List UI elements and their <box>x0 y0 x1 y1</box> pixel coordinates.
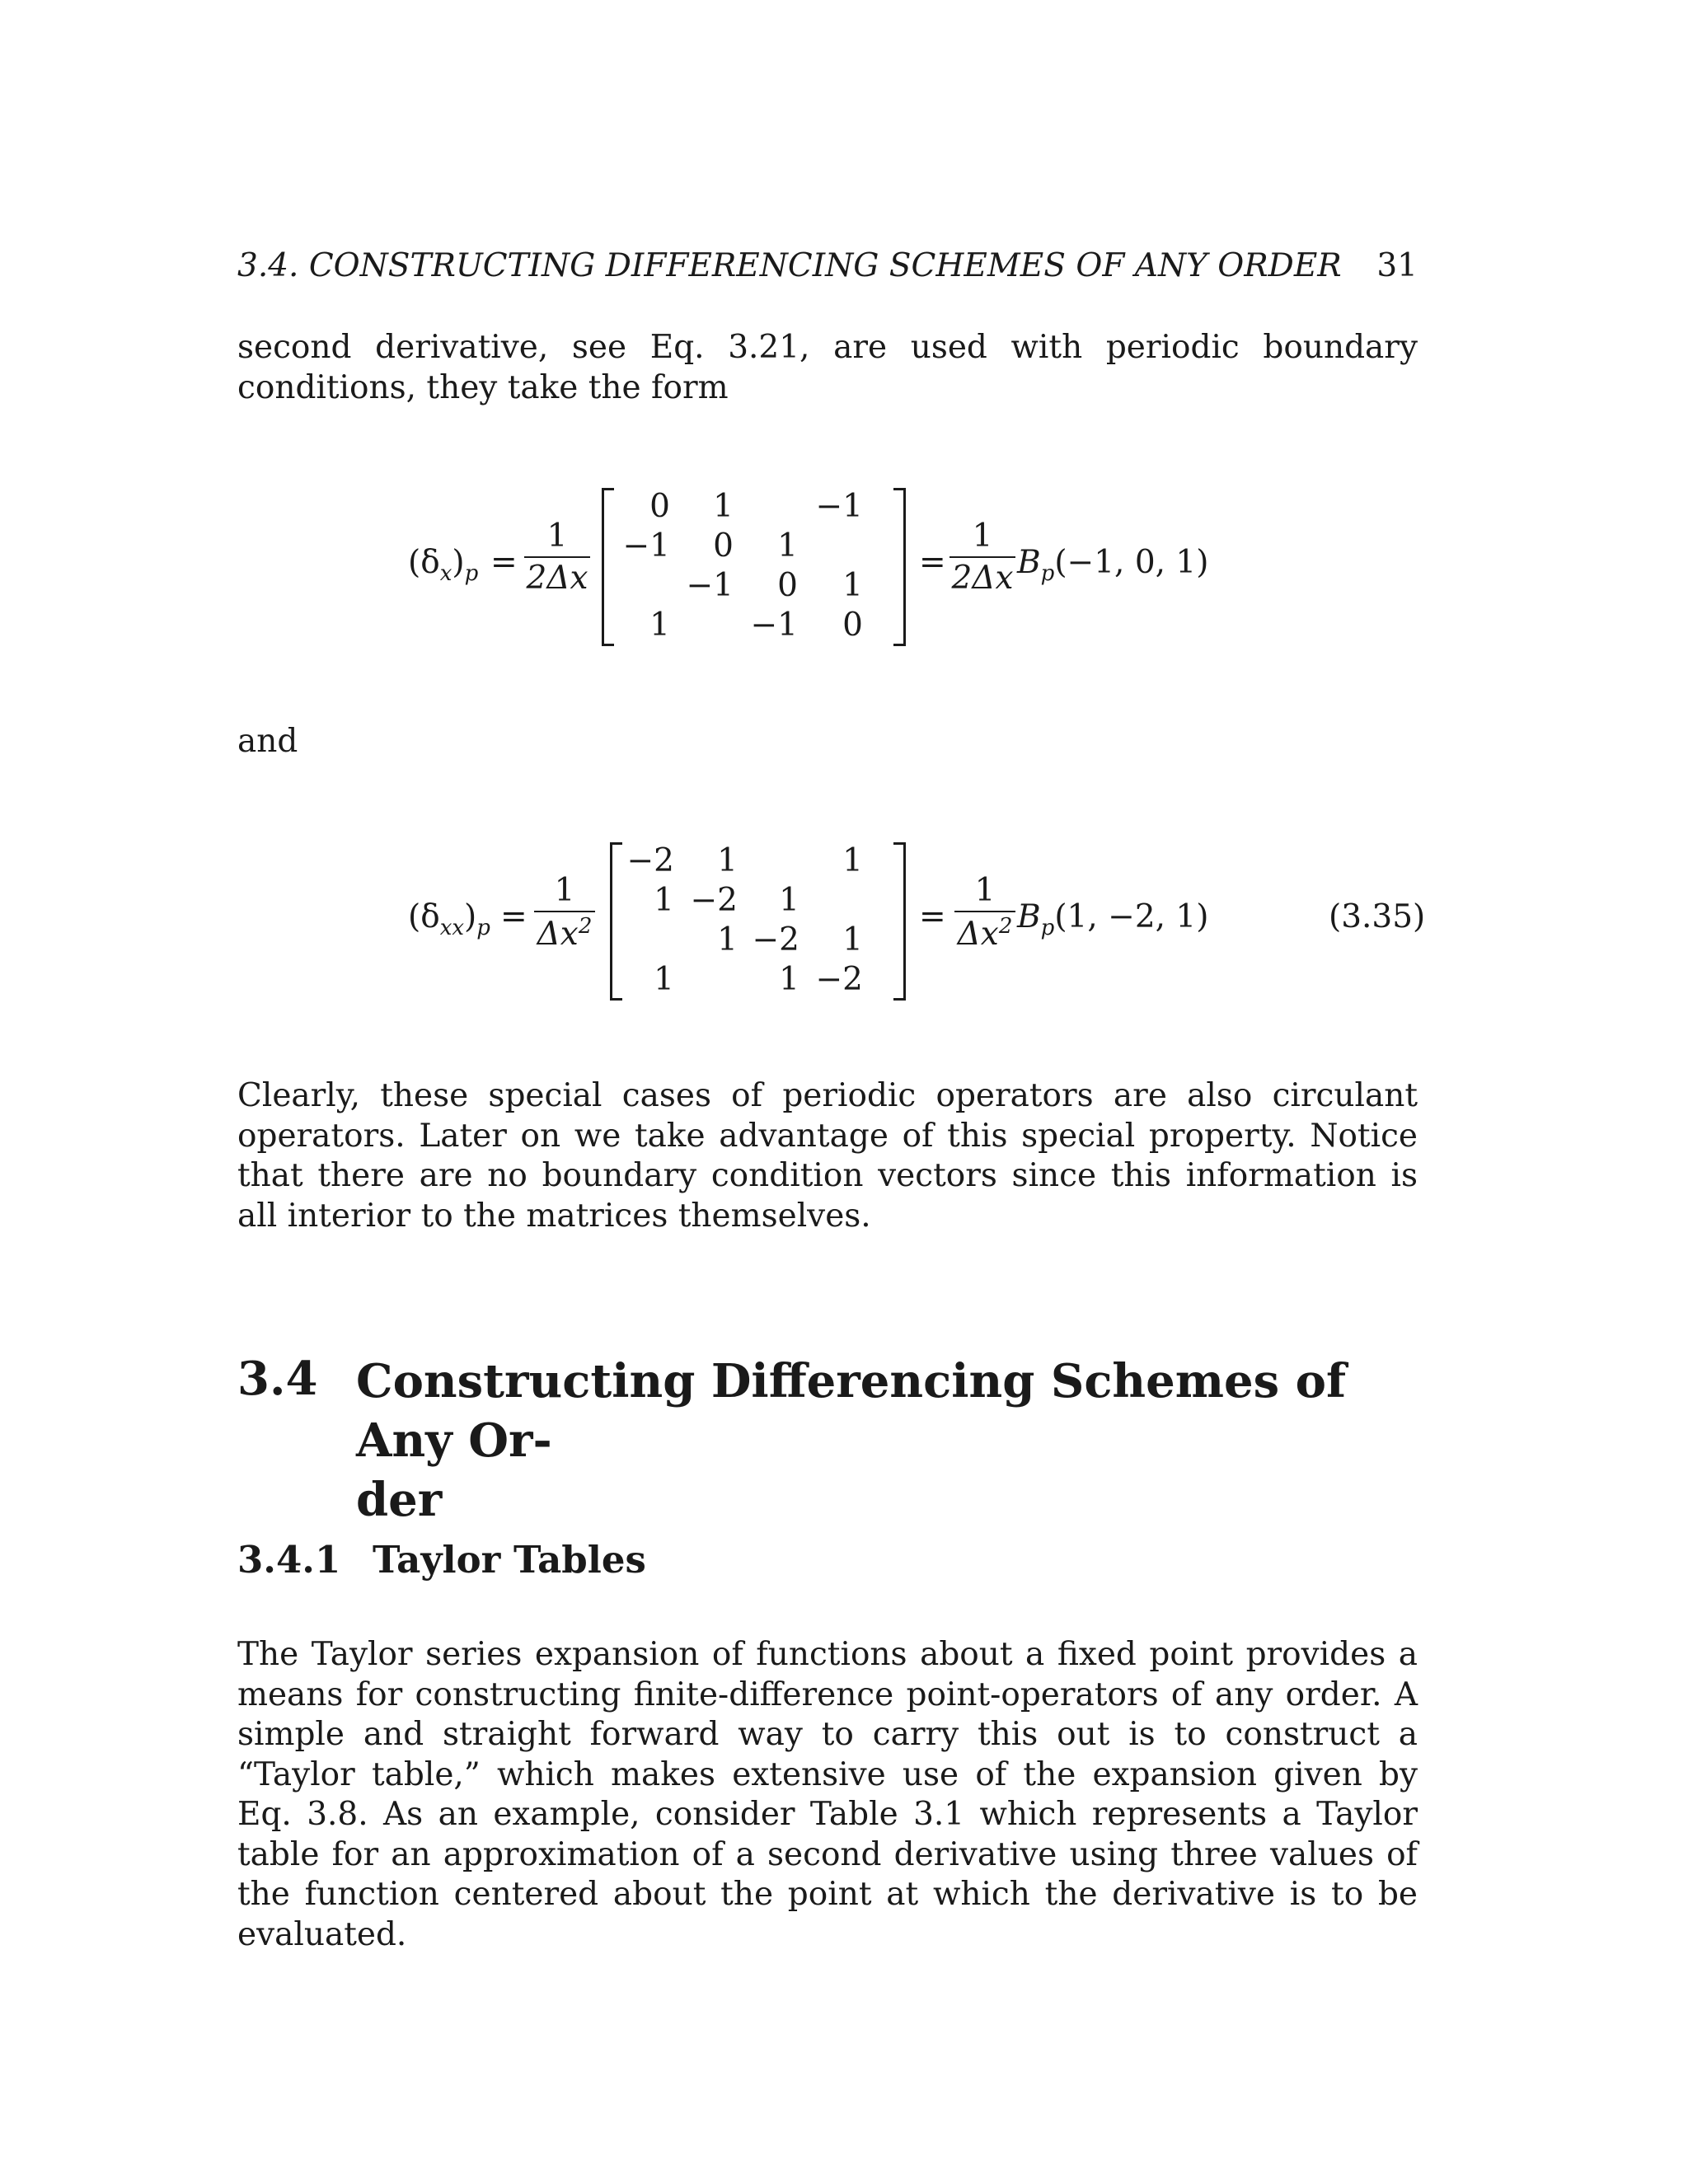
eq2-rhs-equals: = <box>919 898 946 935</box>
page-number: 31 <box>1376 247 1418 284</box>
eq2-matrix-cell: −2 <box>690 882 738 919</box>
eq2-matrix-cell: 1 <box>842 921 863 958</box>
circulant-paragraph: Clearly, these special cases of periodic operators are also circulant operators. Later on we take advantage of this special property. Notice that there are no boundary condition vectors since this information is all interior to the matrices themselves. <box>237 1077 1418 1235</box>
section-number: 3.4 <box>237 1352 318 1406</box>
intro-paragraph: second derivative, see Eq. 3.21, are used with periodic boundary conditions, they take the form <box>237 329 1418 406</box>
running-title: 3.4. CONSTRUCTING DIFFERENCING SCHEMES OF ANY ORDER <box>237 247 1342 284</box>
eq1-lhs: $(\delta_x)_p$ <box>408 544 479 586</box>
eq2-matrix-cell: −2 <box>752 921 799 958</box>
eq2-matrix-cell: 1 <box>779 882 799 919</box>
eq1-matrix-cell: 0 <box>777 567 798 604</box>
section-title: Constructing Differencing Schemes of Any Or- der <box>356 1354 1347 1527</box>
eq1-matrix-cell: −1 <box>622 527 670 565</box>
eq2-equals: = <box>500 898 528 935</box>
eq1-left-bracket <box>602 488 614 646</box>
eq1-rhs-operator: $B_p(-1$, 0, 1) <box>1017 544 1209 586</box>
eq2-matrix-cell: 1 <box>779 961 799 998</box>
eq2-left-bracket <box>610 842 622 1001</box>
eq1-matrix-cell: 1 <box>842 567 863 604</box>
eq1-rhs-coefficient: 1 2Δx <box>950 518 1015 597</box>
subsection-title: Taylor Tables <box>373 1538 646 1582</box>
eq2-matrix-cell: −2 <box>815 961 863 998</box>
equation-periodic-second-derivative <box>0 832 1688 997</box>
subsection-number: 3.4.1 <box>237 1538 341 1582</box>
eq2-rhs-coefficient: 1 $\Delta x^2$ <box>954 872 1015 953</box>
eq2-lhs: $(\delta_{xx})_p$ <box>408 898 490 940</box>
eq2-coefficient: 1 $\Delta x^2$ <box>534 872 595 953</box>
eq2-matrix-cell: 1 <box>842 842 863 879</box>
eq1-matrix-cell: −1 <box>686 567 734 604</box>
eq2-matrix-cell: 1 <box>717 842 738 879</box>
eq2-rhs-operator: $B_p(1$, −2, 1) <box>1017 898 1209 940</box>
eq1-matrix-cell: −1 <box>815 488 863 525</box>
eq1-matrix-cell: 1 <box>777 527 798 565</box>
eq1-matrix-cell: 0 <box>649 488 670 525</box>
taylor-table-paragraph: The Taylor series expansion of functions about a fixed point provides a means for constructing finite-difference point-operators of any order. A simple and straight forward way to carry this out is to construct a “Taylor table,” which makes extensive use of the expansion given by Eq. 3.8. As an example, consider Table 3.1 which represents a Taylor table for an approximation of a second derivative using three values of the function centered about the point at which the derivative is to be evaluated. <box>237 1636 1418 1953</box>
eq1-rhs-equals: = <box>919 544 946 581</box>
eq1-matrix-cell: 1 <box>713 488 734 525</box>
eq2-matrix-cell: 1 <box>654 882 674 919</box>
eq2-matrix-cell: 1 <box>717 921 738 958</box>
and-text: and <box>237 723 298 760</box>
eq1-matrix-cell: 0 <box>713 527 734 565</box>
running-header <box>237 247 1418 284</box>
eq1-equals: = <box>490 544 518 581</box>
eq1-coefficient: 1 2Δx <box>524 518 590 597</box>
eq1-matrix-cell: 0 <box>842 607 863 644</box>
eq1-matrix-cell: −1 <box>750 607 798 644</box>
eq1-right-bracket <box>893 488 906 646</box>
eq2-right-bracket <box>893 842 906 1001</box>
equation-number: (3.35) <box>1329 898 1426 935</box>
eq1-matrix-cell: 1 <box>649 607 670 644</box>
equation-periodic-first-derivative <box>0 478 1688 643</box>
eq2-matrix-cell: 1 <box>654 961 674 998</box>
eq2-matrix-cell: −2 <box>626 842 674 879</box>
